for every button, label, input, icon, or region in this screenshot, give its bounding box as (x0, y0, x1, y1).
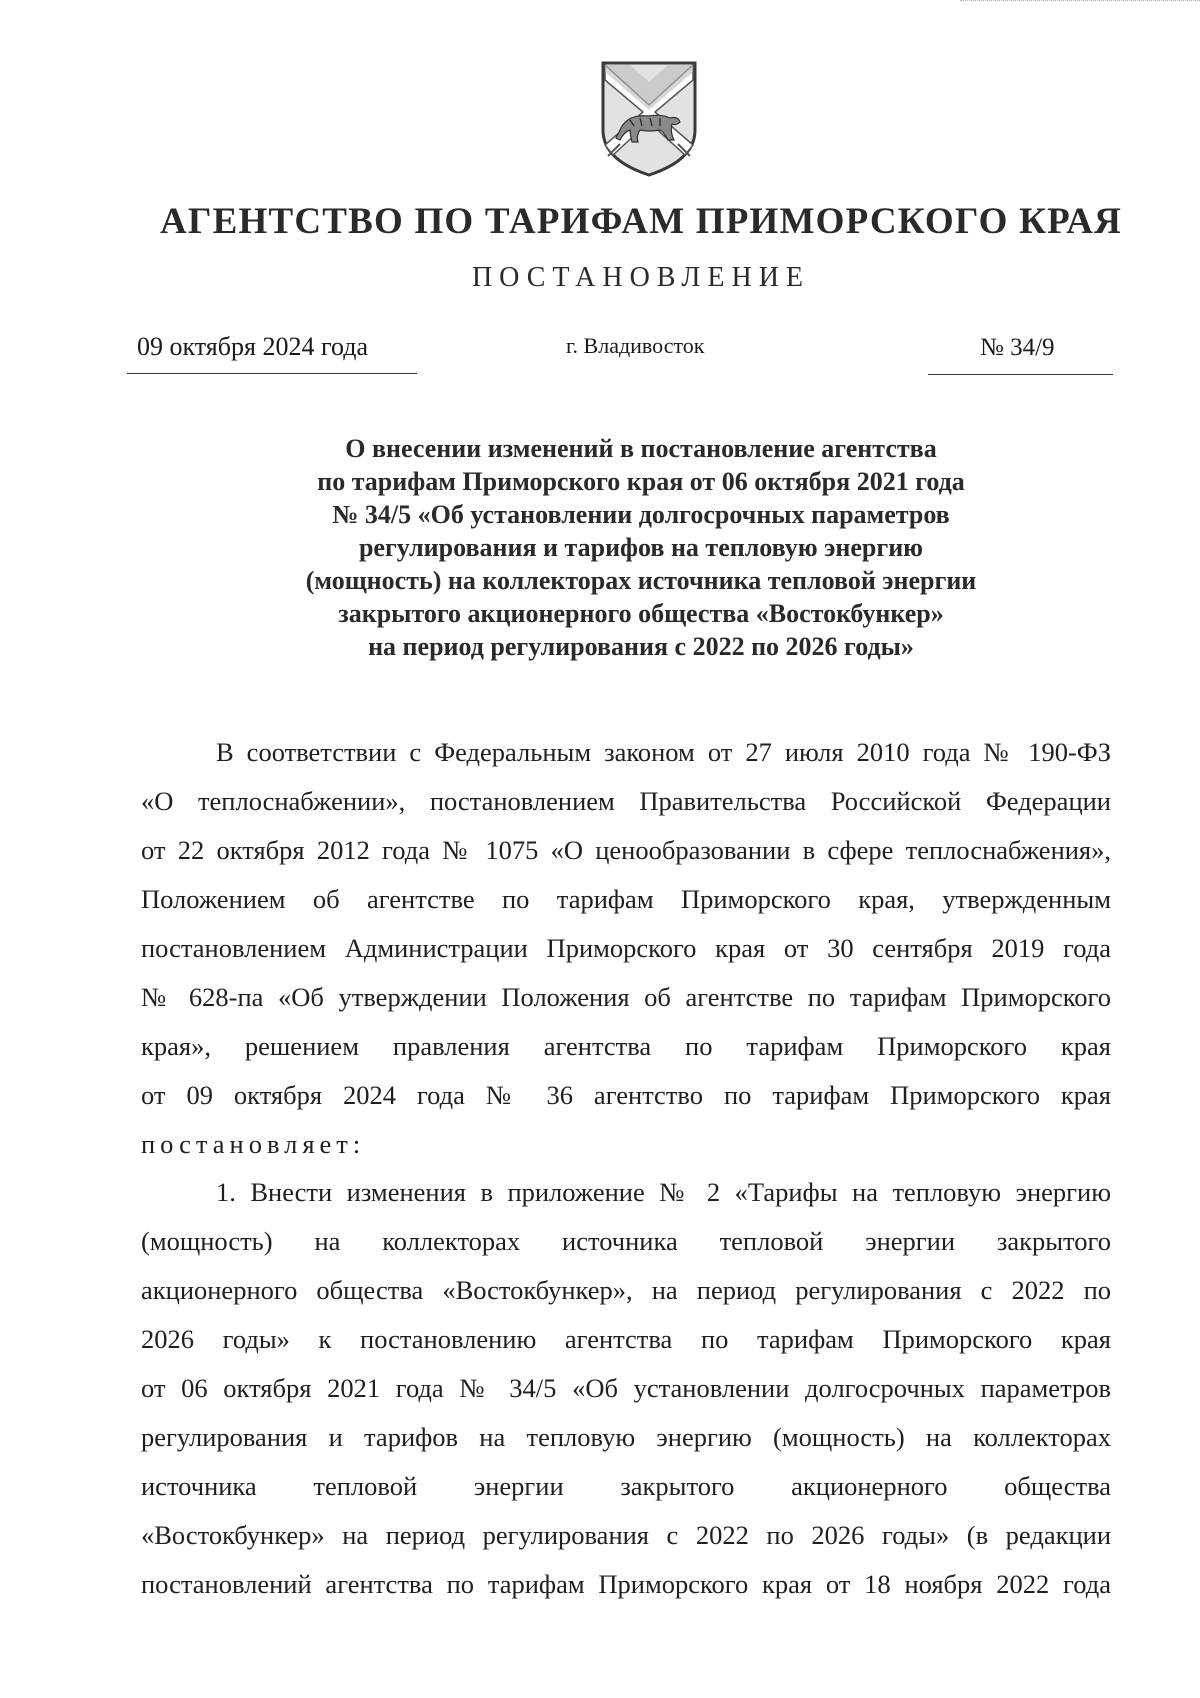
text-line: регулирования и тарифов на тепловую энергию (мощность) на коллекторах (141, 1422, 1111, 1452)
text-line: от 22 октября 2012 года № 1075 «О ценообразовании в сфере теплоснабжения», (141, 835, 1111, 865)
text-line: № 628-па «Об утверждении Положения об агентстве по тарифам Приморского (141, 982, 1111, 1012)
date-underline (127, 373, 417, 374)
title-line: № 34/5 «Об установлении долгосрочных параметров (332, 500, 950, 529)
document-date: 09 октября 2024 года (137, 332, 368, 361)
text-line: «О теплоснабжении», постановлением Правительства Российской Федерации (141, 786, 1111, 816)
text-line: постановлений агентства по тарифам Приморского края от 18 ноября 2022 года (141, 1569, 1111, 1599)
item-1-paragraph (141, 1168, 1111, 1609)
title-line: на период регулирования с 2022 по 2026 годы» (368, 632, 914, 661)
text-line: В соответствии с Федеральным законом от 27 июля 2010 года № 190-ФЗ (216, 737, 1111, 767)
top-edge-rule (960, 0, 1200, 3)
agency-name: АГЕНТСТВО ПО ТАРИФАМ ПРИМОРСКОГО КРАЯ (159, 201, 1123, 242)
document-city: г. Владивосток (566, 333, 705, 358)
text-line: от 09 октября 2024 года № 36 агентство по тарифам Приморского края (141, 1080, 1111, 1110)
primorsky-krai-coat-of-arms-icon (600, 60, 698, 178)
title-line: по тарифам Приморского края от 06 октября 2021 года (317, 467, 965, 496)
text-line: от 06 октября 2021 года № 34/5 «Об установлении долгосрочных параметров (141, 1373, 1111, 1403)
text-line: края», решением правления агентства по тарифам Приморского края (141, 1031, 1111, 1061)
title-line: О внесении изменений в постановление агентства (345, 434, 937, 463)
title-line: закрытого акционерного общества «Востокбункер» (338, 599, 944, 628)
text-line: 2026 годы» к постановлению агентства по тарифам Приморского края (141, 1324, 1111, 1354)
title-line: регулирования и тарифов на тепловую энергию (358, 533, 924, 562)
document-number: № 34/9 (980, 334, 1055, 361)
title-line: (мощность) на коллекторах источника тепловой энергии (305, 566, 977, 595)
text-line: (мощность) на коллекторах источника тепловой энергии закрытого (141, 1226, 1111, 1256)
text-line: акционерного общества «Востокбункер», на период регулирования с 2022 по (141, 1275, 1111, 1305)
text-line: «Востокбункер» на период регулирования с 2022 по 2026 годы» (в редакции (141, 1520, 1111, 1550)
preamble-paragraph (141, 728, 1111, 1169)
text-line: постановлением Администрации Приморского края от 30 сентября 2019 года (141, 933, 1111, 963)
text-line: Положением об агентстве по тарифам Приморского края, утвержденным (141, 884, 1111, 914)
number-underline (928, 374, 1113, 375)
document-type: ПОСТАНОВЛЕНИЕ (471, 262, 811, 293)
text-line: источника тепловой энергии закрытого акционерного общества (141, 1471, 1111, 1501)
text-line: 1. Внести изменения в приложение № 2 «Тарифы на тепловую энергию (216, 1177, 1111, 1207)
resolves-word: постановляет: (141, 1129, 366, 1159)
document-title (180, 432, 1102, 663)
